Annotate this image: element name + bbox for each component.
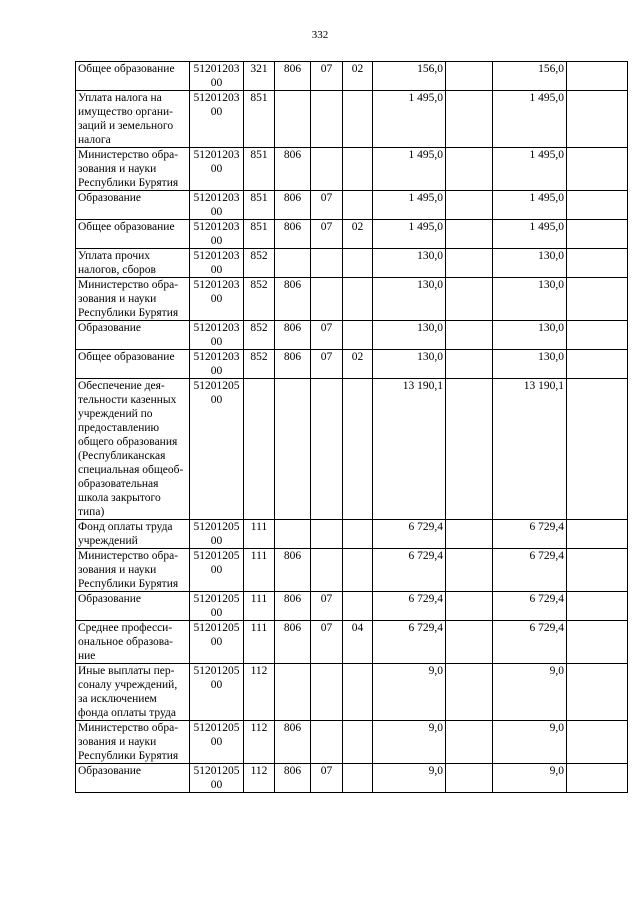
row-subsection-code [343, 549, 373, 592]
row-target-article-code: 51201205 00 [190, 621, 244, 664]
table-row [76, 91, 628, 148]
row-ministry-code [275, 379, 311, 520]
row-amount-total: 130,0 [493, 321, 567, 350]
row-subsection-code: 02 [343, 220, 373, 249]
row-amount-extra [446, 621, 493, 664]
row-target-article-code: 51201203 00 [190, 91, 244, 148]
row-target-article-code: 51201203 00 [190, 148, 244, 191]
row-amount-note [567, 621, 628, 664]
row-expense-type-code: 852 [244, 321, 275, 350]
table-row [76, 592, 628, 621]
row-amount: 130,0 [373, 321, 446, 350]
row-amount: 6 729,4 [373, 621, 446, 664]
row-expense-type-code: 111 [244, 621, 275, 664]
row-target-article-code: 51201205 00 [190, 379, 244, 520]
row-section-code: 07 [311, 350, 343, 379]
row-amount-note [567, 91, 628, 148]
row-amount-note [567, 220, 628, 249]
row-subsection-code [343, 191, 373, 220]
row-amount-note [567, 764, 628, 793]
row-name: Уплата прочих налогов, сборов [76, 249, 190, 278]
row-section-code [311, 379, 343, 520]
page-number: 332 [311, 29, 329, 41]
row-name: Образование [76, 321, 190, 350]
row-subsection-code [343, 91, 373, 148]
row-name: Фонд оплаты труда учреждений [76, 520, 190, 549]
table-row [76, 379, 628, 520]
row-amount-note [567, 278, 628, 321]
row-amount: 1 495,0 [373, 91, 446, 148]
row-name: Министерство обра- зования и науки Республики Бурятия [76, 721, 190, 764]
row-expense-type-code: 111 [244, 592, 275, 621]
row-amount: 130,0 [373, 278, 446, 321]
row-amount-extra [446, 664, 493, 721]
row-amount-total: 1 495,0 [493, 220, 567, 249]
row-amount-extra [446, 592, 493, 621]
row-name: Образование [76, 764, 190, 793]
row-expense-type-code: 851 [244, 148, 275, 191]
row-amount-extra [446, 721, 493, 764]
row-name: Общее образование [76, 62, 190, 91]
row-section-code: 07 [311, 220, 343, 249]
row-amount: 156,0 [373, 62, 446, 91]
row-amount-note [567, 664, 628, 721]
row-ministry-code: 806 [275, 592, 311, 621]
table-row [76, 191, 628, 220]
row-section-code [311, 520, 343, 549]
row-expense-type-code: 852 [244, 350, 275, 379]
row-amount: 1 495,0 [373, 148, 446, 191]
row-name: Среднее професси- ональное образова- ние [76, 621, 190, 664]
row-expense-type-code: 852 [244, 249, 275, 278]
row-ministry-code [275, 520, 311, 549]
row-amount-note [567, 592, 628, 621]
row-section-code: 07 [311, 191, 343, 220]
row-amount-note [567, 249, 628, 278]
row-amount-extra [446, 379, 493, 520]
row-target-article-code: 51201205 00 [190, 664, 244, 721]
row-expense-type-code: 112 [244, 721, 275, 764]
row-amount-extra [446, 520, 493, 549]
row-target-article-code: 51201203 00 [190, 278, 244, 321]
row-subsection-code [343, 249, 373, 278]
row-target-article-code: 51201203 00 [190, 249, 244, 278]
row-section-code [311, 664, 343, 721]
row-name: Общее образование [76, 220, 190, 249]
table-row [76, 549, 628, 592]
row-amount: 13 190,1 [373, 379, 446, 520]
row-amount-total: 9,0 [493, 721, 567, 764]
row-section-code: 07 [311, 62, 343, 91]
row-expense-type-code: 851 [244, 220, 275, 249]
row-section-code [311, 721, 343, 764]
row-amount: 1 495,0 [373, 220, 446, 249]
row-amount: 6 729,4 [373, 549, 446, 592]
row-section-code: 07 [311, 592, 343, 621]
table-row [76, 520, 628, 549]
row-amount-total: 130,0 [493, 350, 567, 379]
row-target-article-code: 51201205 00 [190, 549, 244, 592]
row-amount: 1 495,0 [373, 191, 446, 220]
table-row [76, 278, 628, 321]
row-subsection-code [343, 278, 373, 321]
row-ministry-code: 806 [275, 321, 311, 350]
row-section-code [311, 249, 343, 278]
row-amount-extra [446, 249, 493, 278]
row-amount-extra [446, 278, 493, 321]
row-expense-type-code [244, 379, 275, 520]
row-name: Образование [76, 592, 190, 621]
row-ministry-code: 806 [275, 148, 311, 191]
row-name: Иные выплаты пер- соналу учреждений, за исключением фонда оплаты труда [76, 664, 190, 721]
row-ministry-code: 806 [275, 278, 311, 321]
row-ministry-code: 806 [275, 350, 311, 379]
row-ministry-code: 806 [275, 220, 311, 249]
row-amount-total: 1 495,0 [493, 91, 567, 148]
row-expense-type-code: 851 [244, 191, 275, 220]
row-amount-extra [446, 549, 493, 592]
row-amount-note [567, 350, 628, 379]
row-expense-type-code: 112 [244, 664, 275, 721]
row-name: Уплата налога на имущество органи- заций и земельного налога [76, 91, 190, 148]
row-amount-total: 6 729,4 [493, 520, 567, 549]
table-row [76, 62, 628, 91]
row-ministry-code: 806 [275, 62, 311, 91]
row-subsection-code [343, 592, 373, 621]
row-subsection-code: 02 [343, 62, 373, 91]
row-ministry-code [275, 91, 311, 148]
row-amount-extra [446, 764, 493, 793]
row-subsection-code [343, 764, 373, 793]
row-amount-total: 6 729,4 [493, 621, 567, 664]
row-name: Образование [76, 191, 190, 220]
row-subsection-code: 04 [343, 621, 373, 664]
row-section-code [311, 148, 343, 191]
row-target-article-code: 51201203 00 [190, 191, 244, 220]
row-ministry-code [275, 249, 311, 278]
row-name: Министерство обра- зования и науки Республики Бурятия [76, 549, 190, 592]
budget-table [75, 61, 628, 793]
row-amount-note [567, 62, 628, 91]
row-expense-type-code: 851 [244, 91, 275, 148]
row-subsection-code [343, 379, 373, 520]
row-amount-note [567, 379, 628, 520]
row-subsection-code [343, 520, 373, 549]
row-target-article-code: 51201205 00 [190, 721, 244, 764]
row-amount-total: 6 729,4 [493, 592, 567, 621]
row-expense-type-code: 852 [244, 278, 275, 321]
row-amount: 6 729,4 [373, 592, 446, 621]
row-amount: 9,0 [373, 721, 446, 764]
row-expense-type-code: 321 [244, 62, 275, 91]
table-row [76, 321, 628, 350]
row-amount-total: 9,0 [493, 664, 567, 721]
table-row [76, 764, 628, 793]
row-amount-note [567, 321, 628, 350]
row-subsection-code [343, 321, 373, 350]
row-target-article-code: 51201203 00 [190, 350, 244, 379]
row-section-code: 07 [311, 764, 343, 793]
row-target-article-code: 51201203 00 [190, 220, 244, 249]
row-amount-note [567, 549, 628, 592]
row-name: Министерство обра- зования и науки Республики Бурятия [76, 148, 190, 191]
row-amount-total: 9,0 [493, 764, 567, 793]
row-expense-type-code: 111 [244, 520, 275, 549]
table-row [76, 148, 628, 191]
row-amount-total: 130,0 [493, 249, 567, 278]
row-ministry-code: 806 [275, 191, 311, 220]
row-target-article-code: 51201203 00 [190, 62, 244, 91]
table-row [76, 350, 628, 379]
row-amount-total: 130,0 [493, 278, 567, 321]
row-amount-extra [446, 191, 493, 220]
row-section-code [311, 91, 343, 148]
row-amount-extra [446, 321, 493, 350]
row-subsection-code [343, 148, 373, 191]
row-name: Обеспечение дея- тельности казенных учреждений по предоставлению общего образования (Республиканская специальная общеоб- образовательная школа закрытого типа) [76, 379, 190, 520]
table-row [76, 249, 628, 278]
table-body [76, 62, 628, 793]
row-name: Министерство обра- зования и науки Республики Бурятия [76, 278, 190, 321]
row-ministry-code [275, 664, 311, 721]
row-ministry-code: 806 [275, 721, 311, 764]
row-amount-note [567, 148, 628, 191]
row-amount-note [567, 191, 628, 220]
table-row [76, 664, 628, 721]
row-subsection-code: 02 [343, 350, 373, 379]
row-amount-extra [446, 91, 493, 148]
row-amount-note [567, 520, 628, 549]
row-target-article-code: 51201205 00 [190, 520, 244, 549]
row-amount-total: 156,0 [493, 62, 567, 91]
row-amount-total: 1 495,0 [493, 191, 567, 220]
row-section-code [311, 549, 343, 592]
row-amount-note [567, 721, 628, 764]
row-amount: 130,0 [373, 249, 446, 278]
row-target-article-code: 51201203 00 [190, 321, 244, 350]
table-row [76, 621, 628, 664]
row-ministry-code: 806 [275, 621, 311, 664]
row-subsection-code [343, 664, 373, 721]
row-amount: 9,0 [373, 664, 446, 721]
row-ministry-code: 806 [275, 549, 311, 592]
row-amount-total: 13 190,1 [493, 379, 567, 520]
row-target-article-code: 51201205 00 [190, 592, 244, 621]
row-expense-type-code: 111 [244, 549, 275, 592]
row-section-code: 07 [311, 321, 343, 350]
table-row [76, 721, 628, 764]
row-target-article-code: 51201205 00 [190, 764, 244, 793]
row-amount: 9,0 [373, 764, 446, 793]
row-section-code: 07 [311, 621, 343, 664]
row-section-code [311, 278, 343, 321]
row-amount-total: 6 729,4 [493, 549, 567, 592]
row-amount-total: 1 495,0 [493, 148, 567, 191]
row-amount: 130,0 [373, 350, 446, 379]
row-amount: 6 729,4 [373, 520, 446, 549]
row-subsection-code [343, 721, 373, 764]
row-ministry-code: 806 [275, 764, 311, 793]
row-amount-extra [446, 62, 493, 91]
row-name: Общее образование [76, 350, 190, 379]
table-row [76, 220, 628, 249]
row-amount-extra [446, 350, 493, 379]
row-amount-extra [446, 148, 493, 191]
row-amount-extra [446, 220, 493, 249]
row-expense-type-code: 112 [244, 764, 275, 793]
